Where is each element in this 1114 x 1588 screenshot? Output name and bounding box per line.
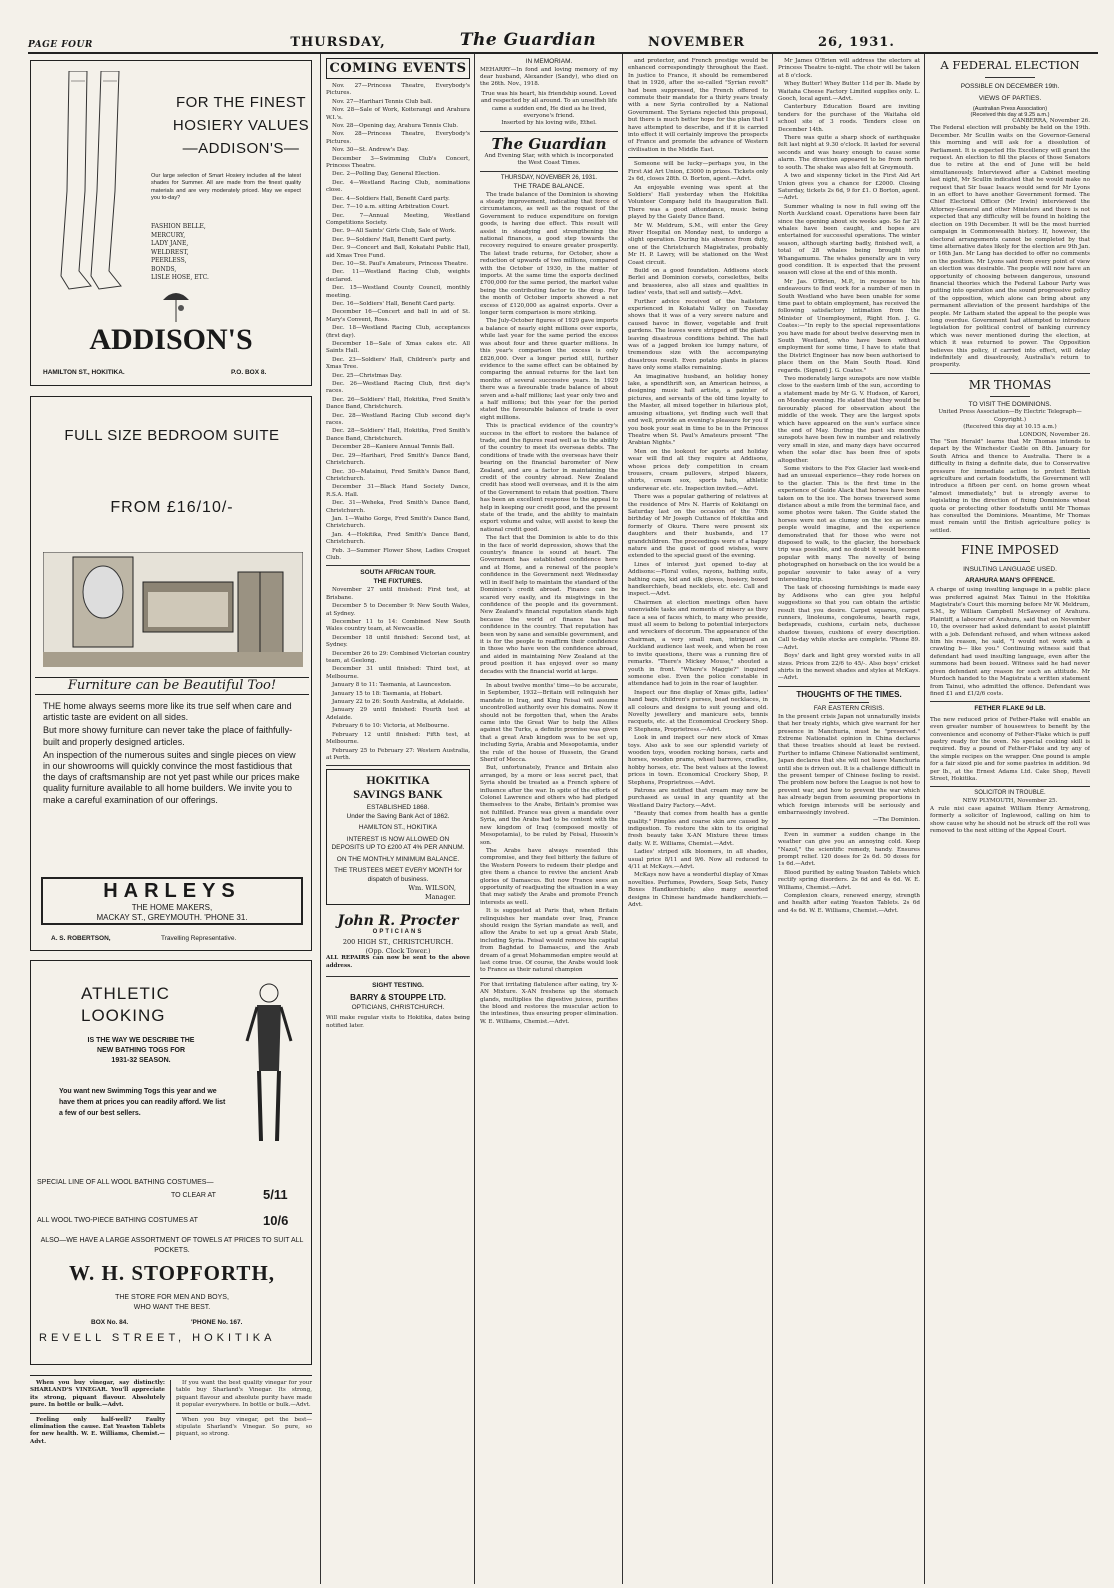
news-item: Men on the lookout for sports and holiday wear will find all they require at Addisons, whose prices defy competition in cream trousers, cream pullovers, striped blazers, shirts, cream sox, sports hats, athletic underwear etc. etc. Inspection invited.—Advt. [628, 448, 768, 492]
editorial-column [480, 58, 618, 1583]
addisons-address: HAMILTON ST., HOKITIKA. [43, 369, 125, 376]
news-item: Ladies' striped silk bloomers, in all shades, usual price 8/11 and 9/6. Now all reduced to 4/11 at McKays.—Advt. [628, 849, 768, 871]
thomas-title: MR THOMAS [968, 377, 1052, 392]
masthead-month: NOVEMBER [648, 35, 746, 50]
hosiery-headline-2: HOSIERY VALUES [172, 117, 310, 134]
news-items [778, 58, 920, 683]
news-item: There was a popular gathering of relatives at the residence of Mrs N. Harris of Kokitangi on Saturday last on the occasion of the 70th birthday of Mr Joseph Cuttance of Hokitika and formerly of Okuru. There were present six daughters and their husbands, and 17 grandchildren. The proceedings were of a happy nature and the guest of good wishes, were extended to the special guest of the evening. [628, 494, 768, 560]
masthead [28, 28, 1098, 50]
savings-bank-ad [326, 769, 470, 905]
event-item: Dec. 9—Soldiers' Hall, Benefit Card party. [332, 236, 452, 243]
harleys-rep: A. S. ROBERTSON, [51, 935, 111, 942]
brand-item: PEERLESS, [151, 257, 187, 264]
fixture-item: December 26 to 29: Combined Victorian country team, at Geelong. [326, 650, 470, 665]
addisons-box: P.O. BOX 8. [231, 369, 267, 376]
event-item: December 18—Sale of Xmas cakes etc. All Saints Hall. [326, 341, 470, 355]
event-item: Dec. 29—Harihari, Fred Smith's Dance Band, Christchurch. [326, 452, 470, 467]
memoriam-sign: Inserted by his loving wife, Ethel. [501, 120, 597, 127]
fixture-item: February 12 until finished: Fifth test, at Melbourne. [326, 731, 470, 746]
event-item: Dec. 26—Soldiers' Hall, Hokitika, Fred Smith's Dance Band, Christchurch. [326, 396, 470, 411]
events-list [326, 83, 470, 562]
event-item: Dec. 2—Polling Day, General Election. [332, 171, 441, 178]
coming-events-column [326, 58, 470, 1583]
procter-opticians: OPTICIANS [372, 929, 424, 936]
solicitor-body: A rule nisi case against William Henry Armstrong, formerly a solicitor of Inglewood, calling on him to show cause why he should not be struck off the roll was removed to the next sitting of the Appeal Court. [930, 805, 1090, 835]
news-item: Mr Jas. O'Brien, M.P., in response to his endeavours to find work for a number of men in South Westland who have been unable for some time past to obtain employment, has received the following satisfactory intimation from the Minister of Unemployment, Right Hon. J. G. Coates:—"In reply to the special representations you have made for about twelve deserving men in South Westland, who have been without employment for some time, I have to state that the District Engineer has now been authorised to place them on the Main South Road. Kind regards. (Signed) J. G. Coates." [778, 278, 920, 374]
furniture-copy [43, 701, 301, 806]
election-received: (Received this day at 9.25 a.m.) [970, 112, 1050, 118]
event-item: December 28—Kaniere Annual Tennis Ball. [332, 444, 455, 451]
athletic-two-piece-price: 10/6 [263, 1213, 289, 1228]
event-item: Nov. 30—St. Andrew's Day. [332, 147, 409, 154]
procter-clock: (Opp. Clock Tower.) [365, 946, 431, 955]
arab-paragraph: But, unfortunately, France and Britain also arranged, by a more or less secret pact, that Syria should be treated as a French sphere of influence after the war. In spite of the efforts of Colonel Lawrence and others who had pledged themselves to the Arabs, Britain's promise was not fulfilled. France was given a mandate over Syria, and the Arabs had to be content with the new kingdom of Iraq (composed mostly of Mesopotamia), to be ruled by Feisal, Hussein's son. [480, 765, 618, 846]
sight-title: SIGHT TESTING. [372, 982, 424, 990]
procter-address: 200 HIGH ST., CHRISTCHURCH. [342, 938, 454, 947]
masthead-rule [28, 52, 1098, 54]
hosiery-headline-1: FOR THE FINEST [175, 94, 307, 111]
arab-paragraph: The Arabs have always resented this compromise, and they feel bitterly the failure of the Western Powers to redeem their pledge and give them a chance to revive the ancient Arab glories of Damascus. But now France sees an opportunity of readjusting the situation in a way that may satisfy the Arabs and promote French interests as well. [480, 847, 618, 906]
local-news-column-2 [778, 58, 920, 1583]
editorial-paragraph: The trade balance of the Dominion is showing a steady improvement, indicating that force of circumstances, as well as the request of the Government to reduce expenditure on foreign goods, is having due effect. This result will assist in steadying and strengthening the national finances, a good step towards the recovery required to ensure greater prosperity. The latest trade returns, for October, show a reduction of upwards of two millions, compared with the October of 1930, in the matter of imports. At the same time the exports declined £700,000 for the same period, the market value being the contributing factor to the drop. For the month of October imports showed a net excess of £120,000 as against exports. Over a longer term comparison is more striking. [480, 191, 618, 317]
brand-item: WELDREST, [151, 248, 189, 256]
athletic-body: You want new Swimming Togs this year and we have them at prices you can readily afford. We list a few of our best sellers. [59, 1088, 226, 1117]
news-items-2 [778, 832, 920, 915]
editorial-paragraph: The fact that the Dominion is able to do this in the face of world depression, shows that the country's finance is sound at heart. The Government has established confidence here and at Home, and a renewal of the people's confidence in the Government next Wednesday will in itself help to maintain the standard of the Dominion's credit abroad. Finance can be scared very easily, and its misgivings in the confidence of the people and its government. New Zealand's financial reputation stands high because the world of finance has had confidence in the country. That reputation has been won by sane and sensible government, and it is for the people to reaffirm their confidence in those who have won the confidence abroad, and aided in maintaining New Zealand at the proud position it has enjoyed over so many decades with the financial world at large. [480, 535, 618, 675]
news-item: Even in summer a sudden change in the weather can give you an annoying cold. Keep "Nazol," the scientific remedy, handy. Ensures prompt relief. 120 doses for 2s 6d. 50 doses for 1s 6d.—Advt. [778, 831, 920, 868]
event-item: Dec. 28—Soldiers' Hall, Hokitika, Fred Smith's Dance Band, Christchurch. [326, 428, 470, 442]
hosiery-body: Our large selection of Smart Hosiery includes all the latest shades for Summer. All are made from the finest quality materials and are very moderately priced. May we expect you to-day? [151, 173, 301, 202]
arab-article [480, 683, 618, 975]
athletic-special: SPECIAL LINE OF ALL WOOL BATHING COSTUMES— [37, 1179, 214, 1186]
page-label: PAGE FOUR [28, 40, 93, 50]
divider [30, 1375, 312, 1376]
savings-bank-title-1: HOKITIKA [366, 773, 430, 788]
stopforth-logo: W. H. STOPFORTH, [68, 1261, 276, 1285]
column-rule [320, 54, 321, 1584]
news-item: Chairmen at election meetings often have unenviable tasks and moments of misery as they face a sea of faces which, to many who preside, must all seem to belong to potential interjectors and wreckers of decorum. The appearance of the chairman, a very small man, intrigued an Auckland audience last week, and when he rose to invite questions, there was a running fire of remarks. "There's Mickey Mouse," shouted a youth in front. "Where's Maggie?" inquired someone else. Even the police constable in attendance had to join in the roar of laughter. [628, 599, 768, 688]
bedroom-suite-illustration [43, 552, 303, 667]
athletic-headline [81, 983, 170, 1027]
news-item: Mr James O'Brien will address the electors at Princess Theatre to-night. The choir will be taken at 8 o'clock. [778, 58, 920, 79]
news-item: Further advice received of the hailstorm experienced in Kokatahi Valley on Tuesday shows that it was of a very severe nature and caused havoc in flower, vegetable and fruit gardens. The leaves were stripped off the plants leaving disastrous conditions behind. The hail was of a jagged broken ice lumpy nature, of tremendous size with the accompanying disastrous result. Even potato plants in places have only some stalks remaining. [628, 298, 768, 372]
stopforth-street: REVELL STREET, HOKITIKA [39, 1332, 276, 1344]
event-item: Dec. 7—Annual Meeting, Westland Competitions Society. [326, 212, 470, 226]
event-item: Nov. 28—Opening day, Arahura Tennis Club. [332, 123, 459, 130]
event-item: Dec. 9—All Saints' Girls Club, Sale of Work. [332, 228, 457, 235]
news-item: Blood purified by eating Yeaston Tablets which rectify spring disorders. 2s 6d and 4s 6d. W. E. Williams, Chemist.—Advt. [778, 869, 920, 891]
savings-bank-address: HAMILTON ST., HOKITIKA [358, 824, 438, 832]
harleys-logo-box [41, 877, 303, 925]
harleys-address: MACKAY ST., GREYMOUTH. 'PHONE 31. [96, 913, 248, 922]
event-item: Dec. 26—Westland Racing Club, first day's races. [326, 381, 470, 395]
athletic-intro [31, 1036, 251, 1066]
far-east-body: In the present crisis Japan not unnaturally insists that her treaty rights, which give warrant for her presence in Manchuria, must be "preserved." Extreme Nationalist opinion in China declares that these treaties should at least be revised. Further to inflame Chinese Nationalist sentiment, Japan declares that she will not leave Manchuria until she is driven out. It is a challenge difficult in the present temper of Chinese feeling to resist. The problem now before the League is not how to prevent war, and how to prevent the war which has already begun from assuming proportions in which foreign interests will be seriously and embarrassingly involved. [778, 713, 920, 816]
athletic-line: IS THE WAY WE DESCRIBE THE [87, 1037, 195, 1044]
event-item: Dec. 23—Soldiers' Hall, Children's party and Xmas Tree. [326, 356, 470, 371]
furniture-paragraph: But more showy furniture can never take the place of faithfully-built and properly designed articles. [43, 725, 293, 747]
cable-news-column [930, 58, 1090, 1583]
athletic-two-piece: ALL WOOL TWO-PIECE BATHING COSTUMES AT [37, 1217, 198, 1224]
procter-opticians-ad [326, 910, 470, 973]
event-item: Nov. 27—Harihari Tennis Club ball. [332, 98, 433, 105]
election-apa: (Australian Press Association) [972, 106, 1048, 112]
news-item: Mr W. Meldrum, S.M., will enter the Grey River Hospital on Monday next, to undergo a slight operation. During his absence from duty, one of the Christchurch Magistrates, probably Mr H. P. Lawry, will be stationed on the West Coast circuit. [628, 222, 768, 266]
local-news-column [628, 58, 768, 1583]
athletic-headline-2: LOOKING [81, 1006, 166, 1025]
brand-item: FASHION BELLE, [151, 223, 206, 230]
memoriam-text: MEHARRY—In fond and loving memory of my dear husband, Alexander (Sandy), who died on the 26th. Nov., 1918. [480, 66, 618, 88]
news-item: McKays now have a wonderful display of Xmas novelties. Perfumes, Powders, Soap Sets, Fancy Boxes Handkerchiefs; also many assorted designs in Chinese handmade handkerchiefs.—Advt. [628, 872, 768, 909]
savings-bank-established: ESTABLISHED 1868. [366, 804, 430, 812]
arab-paragraph: It is suggested at Paris that, when Britain relinquishes her mandate over Iraq, France should resign the Syrian mandate as well, and allow the Arabs to set up a great Arab State, including Syria. Feisal would remove his capital from Baghdad to Damascus, and the Arab dream of a great Mohammedan empire would at last come true. Of course, the Arabs would look to France as their natural champion [480, 908, 618, 974]
news-item: and protector, and French prestige would be enhanced correspondingly throughout the East. In justice to France, it should be remembered that in 1926, after the so-called "Syrian revolt" had been suppressed, the French offered to commute their mandate for a thirty years treaty with a new Syria controlled by a National Government. The Syrians rejected this proposal, but there is much better hope for the plan that I have attempted to describe, and if it is carried into effect it will certainly improve the prospects of France and promote the advance of Western civilisation in the Middle East. [628, 58, 768, 153]
news-item: Summer whaling is now in full swing off the North Auckland coast. Operations have been fair since the opening about six weeks ago. So far 21 whales have been caught, and hopes are entertained for successful operations. The winter season, although starting badly, finished well, a total of 28 whales being brought into Whangamumu. The whales generally are in very good condition. It is expected that the present season will close at the end of this month. [778, 203, 920, 277]
event-item: Dec. 11—Westland Racing Club, weights declared. [326, 269, 470, 283]
stopforth-box: BOX No. 84. [91, 1319, 129, 1326]
furniture-headline-1: FULL SIZE BEDROOM SUITE [64, 427, 280, 444]
thomas-subtitle: TO VISIT THE DOMINIONS. [968, 400, 1052, 408]
furniture-headline-2: FROM £16/10/- [110, 499, 234, 516]
harleys-tagline: THE HOME MAKERS, [131, 903, 213, 912]
harleys-logo: HARLEYS [103, 880, 241, 902]
athletic-line: NEW BATHING TOGS FOR [96, 1047, 186, 1054]
news-item: A two and sixpenny ticket in the First Aid Art Union gives you a chance for £2000. Closing Saturday, tickets 2s 6d, 9 for £1. O Borton, agent.—Advt. [778, 173, 920, 202]
arab-paragraph: In about twelve months' time—to be accurate, in September, 1932—Britain will relinquish her mandate in Iraq, and King Feisal will assume uncontrolled authority over his domains. Now it should not be forgotten that, when the Arabs came into the Great War to help the Allies against the Turks, a definite promise was given that a great Arab kingdom was to be set up, including Syria, Arabia and Mesopotamia, under the rule of the house of Hussein, the Grand Sherif of Mecca. [480, 682, 618, 764]
event-item: December 16—Concert and ball in aid of St. Mary's Convent, Ross. [326, 309, 470, 323]
sight-testing-ad [326, 980, 470, 1032]
brand-item: LADY JANE, [151, 240, 189, 247]
furniture-slogan: Furniture can be Beautiful Too! [35, 677, 309, 695]
event-item: Dec. 4—Soldiers Hall, Benefit Card party. [332, 195, 450, 202]
fixture-item: February 25 to February 27: Western Australia, at Perth. [326, 747, 470, 761]
savings-bank-title-2: SAVINGS BANK [353, 787, 443, 802]
event-item: Jan. 1—Waiho Gorge, Fred Smith's Dance Band, Christchurch. [326, 515, 470, 530]
sight-body: Will make regular visits to Hokitika, dates being notified later. [326, 1015, 470, 1029]
paper-title: The Guardian [491, 134, 607, 153]
column-rule [622, 54, 623, 1584]
hosiery-ad [30, 60, 312, 386]
news-item: "Beauty that comes from health has a gentle quality." Pimples and coarse skin are caused by indigestion. To restore the skin to its original fresh beauty take X-AN Mixture three times daily. W. E. Williams, Chemist.—Advt. [628, 811, 768, 847]
sight-city: OPTICIANS, CHRISTCHURCH. [351, 1003, 445, 1011]
flatulence-advt: For that irritating flatulence after eating, try X-AN Mixture. X-AN freshens up the stomach glands, multiplies the digestive juices, purifies the blood and restores the muscular action to the intestines, thus ensuring proper elimination. W. E. Williams, Chemist.—Advt. [480, 981, 618, 1025]
column-rule [924, 54, 925, 1584]
fixture-item: December 11 to 14: Combined New South Wales country team, at Newcastle. [326, 619, 470, 633]
fether-body: The new reduced price of Fether-Flake will enable an even greater number of housewives to benefit by the convenience and economy of Fether-Flake which is puff pastry ready for the oven. No special cooking skill is required. Buy a pound of Fether-Flake and try any of the simple recipes on the wrapper. One pound is ample for a fair sized pie and for some pastries in addition. 9d per lb., at the Ernest Adams Ltd. Cake Shop, Revell Street, Hokitika. [930, 716, 1090, 783]
sharland-vinegar-advt-2 [176, 1380, 312, 1440]
fixture-item: November 27 until finished: First test, at Brisbane. [326, 587, 470, 601]
event-item: Nov. 28—Sale of Work, Koiterangi and Arahura W.I.'s. [326, 107, 470, 121]
editorial-body [480, 192, 618, 676]
event-item: Dec. 16—Soldiers' Hall, Benefit Card party. [332, 300, 455, 307]
savings-bank-manager-title: Manager. [424, 892, 456, 901]
event-item: Jan. 4—Hokitika, Fred Smith's Dance Band, Christchurch. [326, 531, 470, 546]
event-item: Dec. 10—St. Paul's Amateurs, Princess Theatre. [332, 260, 468, 267]
paper-subtitle: And Evening Star, with which is incorporated the West Coast Times. [484, 152, 614, 167]
news-item: Complexion clears, renewed energy, strength and health after eating Yeaston Tablets. 2s 6d and 4s 6d. W. E. Williams, Chemist.—Advt. [778, 893, 920, 914]
event-item: Nov. 27—Princess Theatre, Everybody's Pictures. [326, 83, 470, 97]
fixture-item: January 29 until finished: Fourth test at Adelaide. [326, 707, 470, 721]
sharland-vinegar-advt [30, 1380, 165, 1447]
harleys-rep-title: Travelling Representative. [161, 935, 237, 942]
masthead-day: THURSDAY, [290, 35, 386, 50]
event-item: Dec. 31—Weheka, Fred Smith's Dance Band, Christchurch. [326, 500, 470, 514]
athletic-special-price: 5/11 [263, 1187, 288, 1202]
editorial-dateline: THURSDAY, NOVEMBER 26, 1931. [500, 174, 598, 181]
harleys-furniture-ad [30, 396, 312, 951]
stopforth-phone: 'PHONE No. 167. [191, 1319, 243, 1326]
fine-subtitle: INSULTING LANGUAGE USED. [963, 566, 1057, 574]
event-item: Dec. 30—Matainui, Fred Smith's Dance Band, Christchurch. [326, 468, 470, 482]
coming-events-title: COMING EVENTS [326, 58, 470, 79]
small-advt: If you want the best quality vinegar for your table buy Sharland's Vinegar. Its strong, piquant flavour and absolute purity have made it popular everywhere. In bottle or bulk.—Advt. [176, 1380, 312, 1409]
masthead-title: The Guardian [459, 30, 597, 50]
fixture-item: January 22 to 26: South Australia, at Adelaide. [332, 699, 465, 706]
news-item: Look in and inspect our new stock of Xmas toys. Also ask to see our splendid variety of wooden toys, wooden rocking horses, carts and horses, wooden prams, wheel barrows, cradles, hobby horses, etc. The best values at the lowest prices in town. Economical Crockery Shop, P. Stephens, Proprietress.—Advt. [628, 735, 768, 786]
addisons-logo: ADDISON'S [89, 323, 253, 356]
column-rule [474, 54, 475, 1584]
small-advt: When you buy vinegar, get the best—stipulate Sharland's Vinegar. So pure, so piquant, so strong. [176, 1416, 312, 1438]
fixture-item: December 5 to December 9: New South Wales, at Sydney. [326, 603, 470, 617]
savings-bank-interest: INTEREST IS NOW ALLOWED ON DEPOSITS UP TO £200 AT 4% PER ANNUM. [331, 835, 465, 852]
fixture-item: January 8 to 11: Tasmania, at Launceston. [332, 682, 452, 689]
procter-logo: John R. Procter [337, 913, 459, 930]
athletic-line: 1931-32 SEASON. [111, 1057, 171, 1064]
fixtures-list [326, 587, 470, 762]
brand-item: MERCURY, [151, 231, 186, 239]
furniture-paragraph: THE home always seems more like its true self when care and artistic taste are evident on all sides. [43, 701, 292, 723]
brand-item: LISLE HOSE, ETC. [151, 274, 209, 281]
memoriam-verse: True was his heart, his friendship sound. Loved and respected by all around. To an unselfish life came a sudden end, He died as he lived, everyone's friend. [480, 90, 618, 119]
event-item: Dec. 4—Westland Racing Club, nominations close. [326, 179, 470, 194]
thomas-received: (Received this day at 10.15 a.m.) [963, 424, 1057, 431]
far-east-source: —The Dominion. [872, 817, 920, 824]
athletic-special-label: TO CLEAR AT [171, 1192, 216, 1199]
election-body: The Federal election will probably be held on the 19th. December. Mr Scullin waits on the Governor-General this morning and will ask for a dissolution of Parliament. It is expected His Excellency will grant the request. An election to fill the places of those Senators due to retire at the end of June will be held simultaneously. Interviewed after a Cabinet meeting last night, Mr Scullin indicated that he would make no request that Sir Isaac Isaacs would send for Mr Lyons in an effort to have another Government formed. The Chief Electoral Officer (Mr Irwin) interviewed the Attorney-General and other Ministers and there is not expected that any difficulty will be found in holding the election on 19th December. It will be the most hurried campaign in Commonwealth history. If, however, the electoral arrangements cannot be completed by that time alternative dates likely for the election are 9th Jan. or 16th Jan. Mr Lang has decided to offer no comments on the position. Mr Lyons said from every point of view an election was desirable. The people will now have an opportunity of choosing between dangerous, unsound financial theories which the Federal Labour Party was putting into operation and the sound progressive policy of the opposition, which alone can bring about any permanent alleviation of the present hardships of the people. Mr Latham stated the appeal to the people was long overdue. Government had attempted to introduce legislation for political control of banking currency which was never mentioned during the election, at which it was returned to power. The Opposition believes this policy, if carried into effect, will delay indefinitely and disastrously, Australia's return to prosperity. [930, 125, 1090, 369]
thoughts-title: THOUGHTS OF THE TIMES. [796, 689, 902, 699]
umbrella-lady-icon [161, 286, 191, 326]
news-item: Whey Butter! Whey Butter 11d per lb. Made by Waitaha Cheese Factory Limited supplies only. L. Gooch, local agent.—Advt. [778, 81, 920, 103]
news-item: There was quite a sharp shock of earthquake felt last night at 9.30 o'clock. It lasted for several seconds and was heavy enough to cause some alarm. The direction appeared to be from north to south. The shake was also felt at Greymouth. [778, 135, 920, 171]
tour-title: SOUTH AFRICAN TOUR. [360, 569, 436, 577]
far-east-title: FAR EASTERN CRISIS. [813, 704, 885, 712]
election-title: A FEDERAL ELECTION [940, 58, 1080, 72]
election-subtitle: POSSIBLE ON DECEMBER 19th. [960, 83, 1060, 90]
stopforth-tagline-2: WHO WANT THE BEST. [133, 1304, 211, 1311]
news-item: Lines of interest just opened to-day at Addisons:—Floral voiles, rayons, bathing suits, bathing caps, kid and silk gloves, hosiery, boxed handkerchiefs, bead necklets, etc. etc. Call and inspect.—Advt. [628, 561, 768, 598]
event-item: December 31—Black Hand Society Dance, R.S.A. Hall. [326, 484, 470, 498]
fixture-item: December 18 until finished: Second test, at Sydney. [326, 634, 470, 649]
event-item: Dec. 28—Westland Racing Club second day's races. [326, 412, 470, 427]
savings-bank-monthly: ON THE MONTHLY MINIMUM BALANCE. [336, 855, 460, 863]
news-item: Someone will be lucky—perhaps you, in the First Aid Art Union, £3000 in prizes. Tickets only 2s 6d, closes 28th. O. Borton, agent.—Advt. [628, 161, 768, 183]
column-rule [772, 54, 773, 1584]
news-item: Patrons are notified that cream may now be purchased as usual in any quantity at the Westland Dairy Factory.—Advt. [628, 788, 768, 809]
thomas-upa: United Press Association—By Electric Telegraph—Copyright.) [938, 409, 1082, 423]
editorial-title: THE TRADE BALANCE. [513, 182, 585, 190]
athletic-towels: ALSO—WE HAVE A LARGE ASSORTMENT OF TOWELS AT PRICES TO SUIT ALL POCKETS. [40, 1237, 304, 1254]
fine-title: FINE IMPOSED [961, 543, 1059, 558]
fine-body: A charge of using insulting language in a public place was preferred against Max Tainui in the Hokitika Magistrate's Court this morning before Mr W. Meldrum, S.M., by William Campbell McSaveney of Arahura. Plaintiff, a labourer of Arahura, said that on November 10, the overseer had asked defendant to assist plaintiff with a job. Defendant refused, and when witness asked him his reason, he said, "I would not work with a crawling b— like you." Continuing witness said that defendant had used insulting language, even after the summons had been issued. Witness said he had never given defendant any reason for such an attitude. Mr Murdoch handed to the Magistrate a written statement from Tainui, who admitted the offence. Defendant was fined £1 and £1/2/6 costs. [930, 587, 1090, 697]
stockings-illustration [39, 71, 149, 301]
procter-repairs: ALL REPAIRS can now be sent to the above address. [326, 955, 470, 969]
hosiery-headline-3: —ADDISON'S— [182, 140, 300, 157]
thomas-dateline: LONDON, November 26. [1019, 431, 1090, 438]
event-item: Dec. 9—Concert and Ball, Kokatahi Public Hall, aid Xmas Tree Fund. [326, 245, 470, 259]
event-item: Nov. 28—Princess Theatre, Everybody's Pictures. [326, 131, 470, 145]
event-item: December 3—Swimming Club's Concert, Princess Theatre. [326, 155, 470, 170]
news-item: Some visitors to the Fox Glacier last week-end had an unusual experience—they rode horses on to the glacier. This is the first time in the experience of Guide Alack that horses have been taken on to the ice. The horses traversed some distance about a mile from the terminal face, and some photos were taken. The Guide stated the horses were not as clumsy on the ice as some people would imagine, and the experience demonstrated that for those who were not disposed to walk, to the glacier, the horseback trip was possible, and no doubt it would become popular with many. The novelty of being photographed on horseback on the ice would be a popular souvenir to take away of a very interesting trip. [778, 465, 920, 584]
event-item: Dec. 15—Westland County Council, monthly meeting. [326, 285, 470, 299]
solicitor-title: SOLICITOR IN TROUBLE. [974, 790, 1046, 797]
divider [170, 1380, 171, 1440]
brand-item: BONDS, [151, 265, 177, 273]
news-item: Boys' dark and light grey worsted suits in all sizes. Prices from 22/6 to 45/-. Also boys' cricket shirts in the newest shades and styles at McKays.—Advt. [778, 653, 920, 682]
small-advt: Feeling only half-well? Faulty elimination the cause. Eat Yeaston Tablets for new health. W. E. Williams, Chemist.—Advt. [30, 1416, 165, 1445]
editorial-paragraph: The July-October figures of 1929 gave imports a balance of nearly eight millions over exports, while last year for the same period the excess was about four and three quarter millions. In this year's comparison the excess is only £826,000. Over a longer period still, further evidence to the same effect can be obtained by comparing the annual returns for the last ten months of several successive years. In 1929 there was a favourable trade balance of about seven and a-half millions; last year only two and a half millions; but this year for the period stated the favourable balance of trade is over eight millions. [480, 318, 618, 421]
fixture-item: January 15 to 18: Tasmania, at Hobart. [332, 690, 443, 697]
event-item: Dec. 7—10 a.m. sitting Arbitration Court. [332, 204, 450, 211]
election-views: VIEWS OF PARTIES. [978, 94, 1042, 102]
thomas-body: The "Sun Herald" learns that Mr Thomas intends to depart by the Winchester Castle on 8th. January for South Africa and thence to Australia. There is a difficulty in fixing a definite date, due to Conservative pressure for immediate action to protect British agriculture and certain foodstuffs, the Government will introduce a fifteen per cent. on home grown wheat "almost immediately," but is strongly averse to legislating in the direction of fixing Dominions wheat quota or protecting other foodstuffs until Mr Thomas has consulted the Dominions. Meantime, Mr Thomas must remain until the British agriculture policy is settled. [930, 438, 1090, 534]
news-item: An enjoyable evening was spent at the Soldiers' Hall yesterday when the Hokitika Volunteer Company held its Inauguration Ball. There was a good attendance, music being played by the Gaiety Dance Band. [628, 184, 768, 221]
election-dateline: CANBERRA, November 26. [1012, 118, 1090, 124]
news-items [628, 58, 768, 910]
bather-illustration [239, 981, 299, 1151]
news-item: Inspect our fine display of Xmas gifts, ladies' hand bags, children's purses, bead necklaces, in all colours and designs to suit young and old. Novelty jewellery and manicure sets, tennis racquets, etc. at the Economical Crockery Shop. P. Stephens, Proprietress.—Advt. [628, 689, 768, 733]
savings-bank-trustees: THE TRUSTEES MEET EVERY MONTH for dispatch of business. [334, 867, 462, 883]
fixture-item: February 6 to 10: Victoria, at Melbourne. [332, 723, 450, 730]
savings-bank-act: Under the Saving Bank Act of 1862. [346, 812, 450, 820]
news-item: Build on a good foundation. Addisons stock Berlei and Dominion corsets, corselettes, belts and brassieres, also all sizes and qualities in ladies' vests, that sell and satisfy.—Advt. [628, 267, 768, 297]
fixtures-title: THE FIXTURES. [373, 578, 423, 586]
small-advt: When you buy vinegar, say distinctly: SHARLAND'S VINEGAR. You'll appreciate its strong, piquant flavour. Absolutely pure. In bottle or bulk.—Advt. [30, 1380, 165, 1409]
sight-firm: BARRY & STOUPPE LTD. [350, 992, 446, 1002]
fether-title: FETHER FLAKE 9d LB. [974, 705, 1046, 713]
stopforth-tagline [31, 1293, 312, 1313]
masthead-date: 26, 1931. [818, 35, 895, 50]
solicitor-dateline: NEW PLYMOUTH, November 25. [962, 798, 1058, 805]
news-item: An imaginative husband, an holiday honey lake, a spendthrift son, an American heiress, a designing music hall artiste, a painter of pictures, and servants of the old time loyalty to the Master, all mixed together in hilarious plot, amusing situations, yet finding such well that end well, provide an evening's pleasure for you if you book your seat in time to be in the Princess Theatre when St. Paul's Amateurs present "The Arabian Nights." [628, 373, 768, 447]
furniture-paragraph: An inspection of the numerous suites and single pieces on view in our showrooms will quickly convince the most fastidious that the days of craftsmanship are not yet past while our prices make quality furniture available to all home builders. We invite you to make a careful examination of our offerings. [43, 749, 300, 805]
hosiery-brand-list [151, 223, 301, 283]
fixture-item: December 31 until finished: Third test, at Melbourne. [326, 666, 470, 680]
event-item: Dec. 18—Westland Racing Club, acceptances (first day). [326, 325, 470, 339]
stopforth-tagline-1: THE STORE FOR MEN AND BOYS, [115, 1294, 229, 1301]
news-item: The task of choosing furnishings is made easy by Addisons who can give you helpful suggestions so that you can obtain the artistic result that you desire. Carpet squares, carpet runners, linoleums, congoleums, hearth rugs, bedspreads, cushions, curtain nets, duchesse shadow tissues, cushions of every description. Call to-day while stocks are complete. 'Phone 89.—Advt. [778, 585, 920, 651]
event-item: Dec. 25—Christmas Day. [332, 372, 402, 379]
news-item: Canterbury Education Board are inviting tenders for the purchase of the Waitaha old school site of 3 roods. Tenders close on December 14th. [778, 104, 920, 133]
memoriam-title: IN MEMORIAM. [525, 58, 573, 65]
event-item: Feb. 3—Summer Flower Show, Ladies Croquet Club. [326, 547, 470, 561]
news-item: Two moderately large sunspots are now visible close to the eastern limb of the sun, according to a statement made by Mr G. V. Hudson, of Karori, on Monday evening. He stated that they would be favourably placed for observation about the middle of the week. They are the largest spots which have appeared on the sun's surface since the end of May. During the past six months sunspots have been few in number and relatively very small in size, and many days have occurred when the solar disc has been free of spots altogether. [778, 376, 920, 464]
editorial-paragraph: This is practical evidence of the country's success in the effort to restore the balance of trade, and the figures read well as to the ability of the country to meet its overseas debts. The conditions of trade with the overseas have their bearing on the financial barometer of New Zealand, and are a factor in maintaining the credit of the country abroad. New Zealand credit has stood well overseas, and it is the aim of the Government to retain that position. There has been an excellent response to the appeal to help in keeping our credit good, and the present state of the trade, and the ability to maintain export volume and value, will assist to keep the national credit good. [480, 423, 618, 533]
stopforth-bathing-ad [30, 960, 312, 1365]
athletic-headline-1: ATHLETIC [81, 984, 170, 1003]
fine-subtitle-2: ARAHURA MAN'S OFFENCE. [965, 576, 1055, 584]
savings-bank-manager: Wm. WILSON, [408, 884, 456, 893]
